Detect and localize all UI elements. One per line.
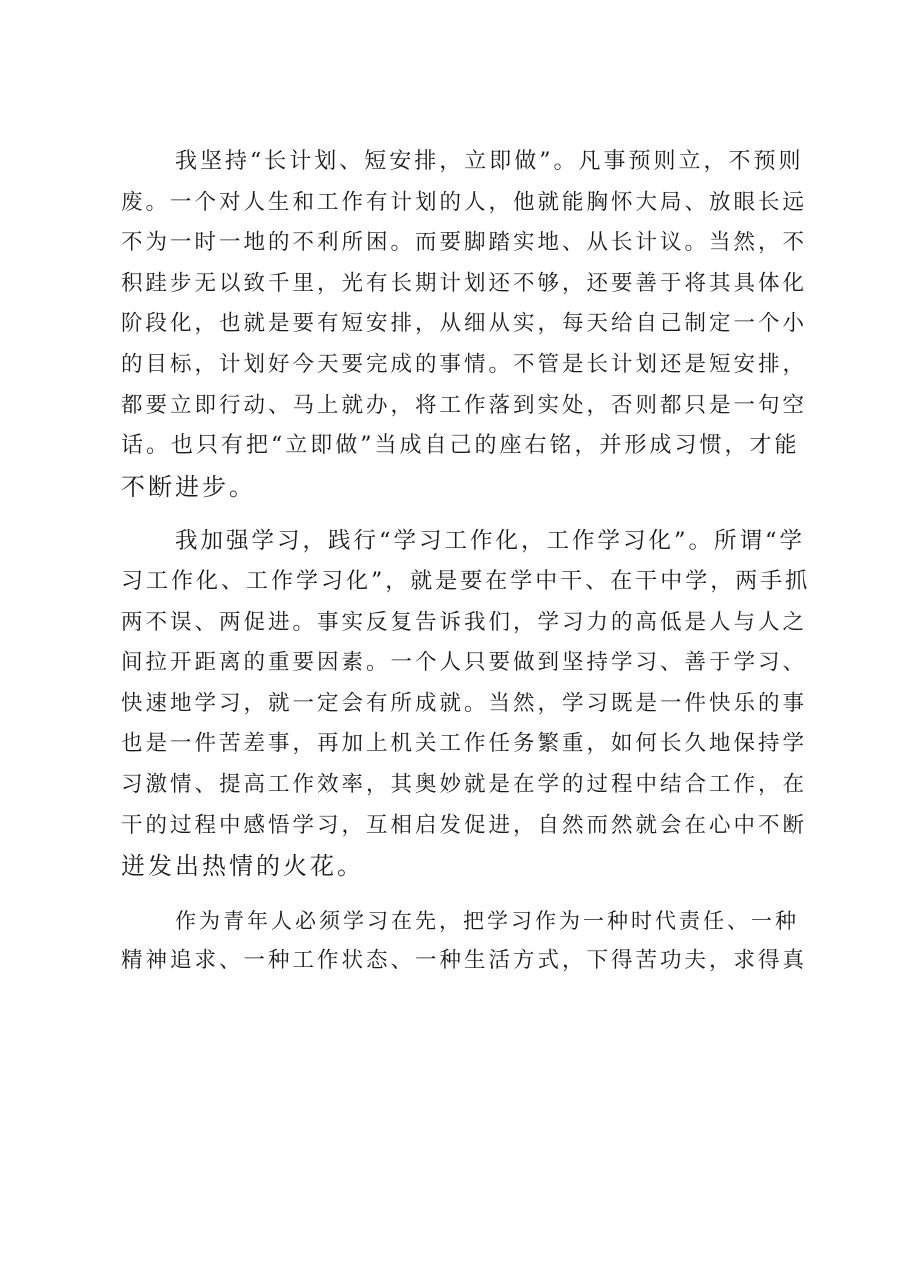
paragraph-line: 间拉开距离的重要因素。一个人只要做到坚持学习、善于学习、 xyxy=(121,650,808,676)
paragraph-line: 都要立即行动、马上就办，将工作落到实处，否则都只是一句空 xyxy=(121,392,808,418)
paragraph-line: 习激情、提高工作效率，其奥妙就是在学的过程中结合工作，在 xyxy=(121,771,808,797)
paragraph-line: 积跬步无以致千里，光有长期计划还不够，还要善于将其具体化 xyxy=(121,270,808,296)
paragraph-line: 迸发出热情的火花。 xyxy=(121,852,364,881)
paragraph-3 xyxy=(121,901,811,982)
paragraph-line: 干的过程中感悟学习，互相启发促进，自然而然就会在心中不断 xyxy=(121,812,808,838)
paragraph-spacer xyxy=(121,887,811,901)
paragraph-spacer xyxy=(121,507,811,521)
paragraph-line: 作为青年人必须学习在先，把学习作为一种时代责任、一种 xyxy=(175,908,799,933)
paragraph-line: 习工作化、工作学习化”，就是要在学中干、在干中学，两手抓 xyxy=(121,568,811,594)
paragraph-line: 也是一件苦差事，再加上机关工作任务繁重，如何长久地保持学 xyxy=(121,731,808,757)
paragraph-line: 废。一个对人生和工作有计划的人，他就能胸怀大局、放眼长远 xyxy=(121,189,808,215)
paragraph-line: 精神追求、一种工作状态、一种生活方式，下得苦功夫，求得真 xyxy=(121,948,808,974)
paragraph-line: 阶段化，也就是要有短安排，从细从实，每天给自己制定一个小 xyxy=(121,311,808,337)
paragraph-line: 我坚持“长计划、短安排，立即做”。凡事预则立，不预则 xyxy=(175,149,804,174)
paragraph-1 xyxy=(121,142,811,507)
paragraph-line: 不断进步。 xyxy=(121,472,256,501)
paragraph-line: 两不误、两促进。事实反复告诉我们，学习力的高低是人与人之 xyxy=(121,609,808,635)
document-body xyxy=(121,142,811,982)
paragraph-line: 话。也只有把“立即做”当成自己的座右铭，并形成习惯，才能 xyxy=(121,433,800,459)
paragraph-line: 我加强学习，践行“学习工作化，工作学习化”。所谓“学 xyxy=(175,528,806,555)
paragraph-line: 的目标，计划好今天要完成的事情。不管是长计划还是短安排， xyxy=(121,351,808,377)
paragraph-line: 不为一时一地的不利所困。而要脚踏实地、从长计议。当然，不 xyxy=(121,230,808,256)
paragraph-line: 快速地学习，就一定会有所成就。当然，学习既是一件快乐的事 xyxy=(121,690,808,716)
paragraph-2 xyxy=(121,521,811,886)
